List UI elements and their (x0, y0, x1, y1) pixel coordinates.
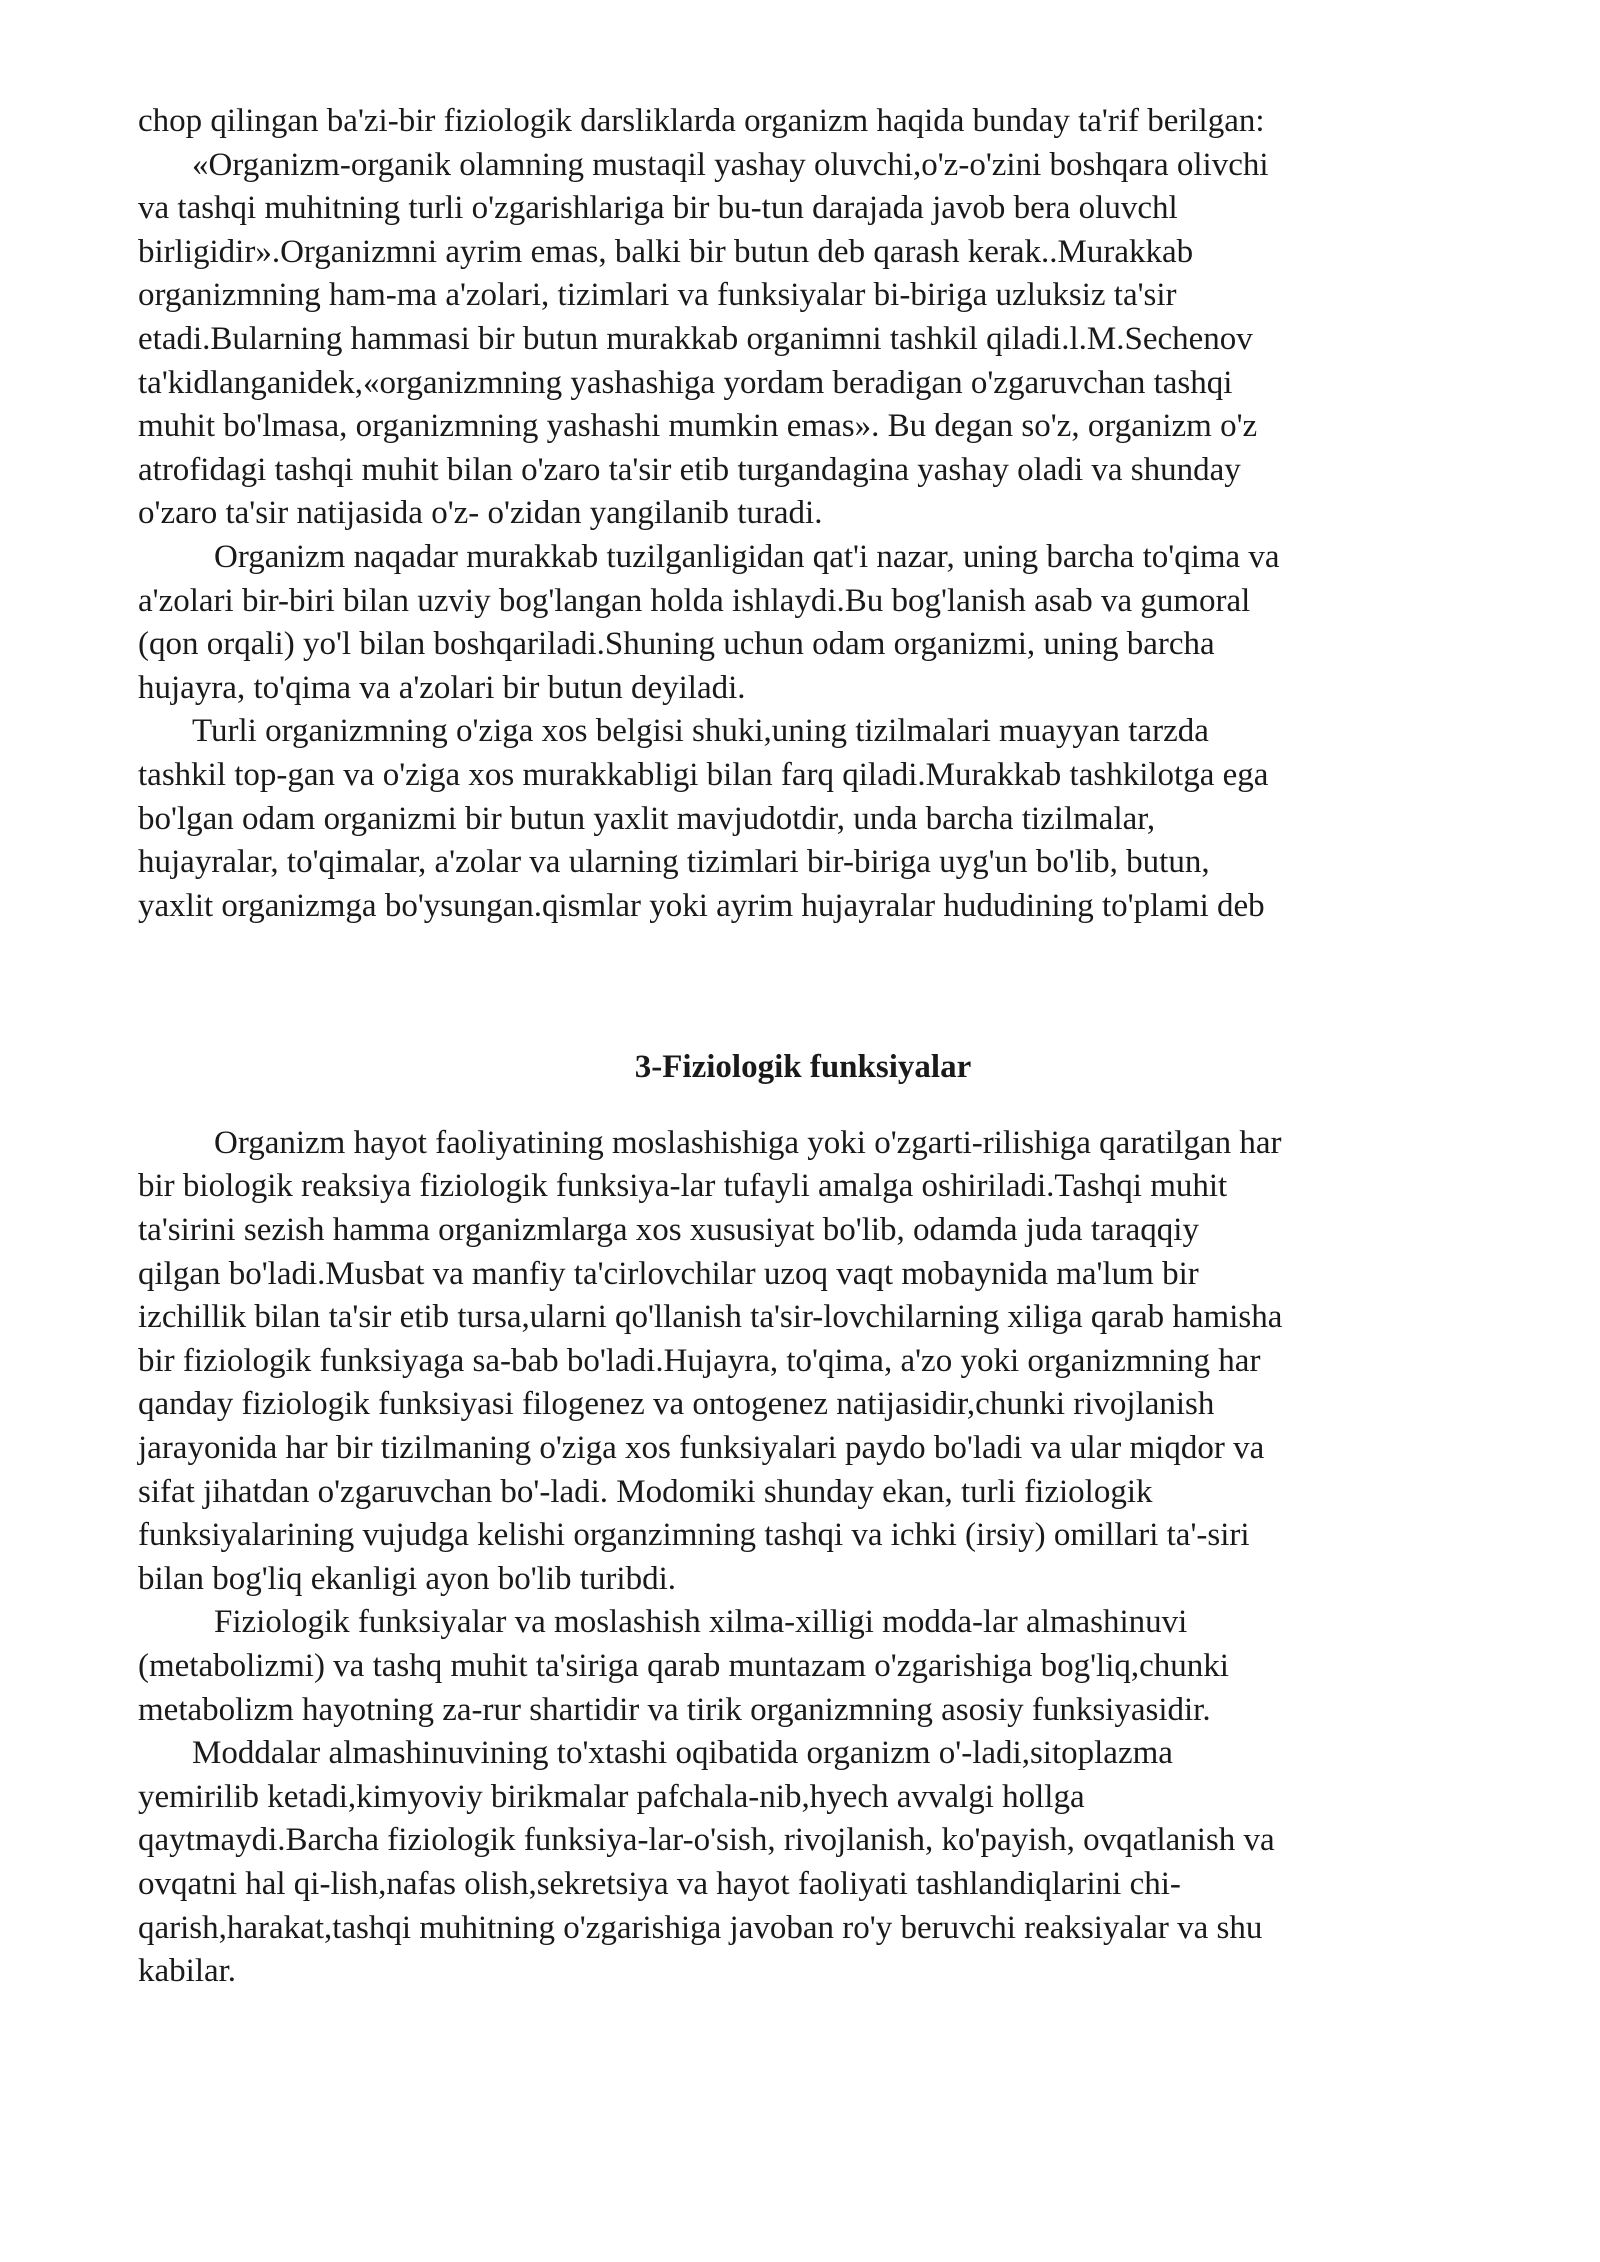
text-line: yaxlit organizmga bo'ysungan.qismlar yoki ayrim hujayralar hududining to'plami deb (138, 887, 1265, 924)
text-line: qaytmaydi.Barcha fiziologik funksiya-lar-o'sish, rivojlanish, ko'payish, ovqatlanish va (138, 1822, 1275, 1859)
text-line: hujayralar, to'qimalar, a'zolar va ularning tizimlari bir-biriga uyg'un bo'lib, butun, (138, 844, 1210, 881)
text-line: bilan bog'liq ekanligi ayon bo'lib turibdi. (138, 1560, 676, 1597)
text-line: Organizm hayot faoliyatining moslashishiga yoki o'zgarti-rilishiga qaratilgan har (214, 1124, 1282, 1161)
text-line: hujayra, to'qima va a'zolari bir butun deyiladi. (138, 669, 746, 706)
text-line: bir biologik reaksiya fiziologik funksiya-lar tufayli amalga oshiriladi.Tashqi muhit (138, 1168, 1228, 1205)
section-intro-text (138, 100, 1468, 928)
text-line: ta'sirini sezish hamma organizmlarga xos xususiyat bo'lib, odamda juda taraqqiy (138, 1212, 1199, 1249)
text-line: bo'lgan odam organizmi bir butun yaxlit mavjudotdir, unda barcha tizilmalar, (138, 800, 1156, 837)
text-line: izchillik bilan ta'sir etib tursa,ularni qo'llanish ta'sir-lovchilarning xiliga qarab hamisha (138, 1299, 1283, 1336)
text-line: tashkil top-gan va o'ziga xos murakkabligi bilan farq qiladi.Murakkab tashkilotga ega (138, 756, 1269, 793)
text-line: qarish,harakat,tashqi muhitning o'zgarishiga javoban ro'y beruvchi reaksiyalar va shu (138, 1909, 1263, 1946)
text-line: metabolizm hayotning za-rur shartidir va tirik organizmning asosiy funksiyasidir. (138, 1691, 1211, 1728)
text-line: qanday fiziologik funksiyasi filogenez va ontogenez natijasidir,chunki rivojlanish (138, 1386, 1215, 1423)
text-line: funksiyalarining vujudga kelishi organzimning tashqi va ichki (irsiy) omillari ta'-siri (138, 1517, 1250, 1554)
text-line: muhit bo'lmasa, organizmning yashashi mumkin emas». Bu degan so'z, organizm o'z (138, 408, 1258, 445)
text-line: ovqatni hal qi-lish,nafas olish,sekretsiya va hayot faoliyati tashlandiqlarini chi- (138, 1865, 1181, 1902)
text-line: organizmning ham-ma a'zolari, tizimlari va funksiyalar bi-biriga uzluksiz ta'sir (138, 277, 1177, 314)
text-line: o'zaro ta'sir natijasida o'z- o'zidan yangilanib turadi. (138, 495, 823, 532)
text-line: Organizm naqadar murakkab tuzilganligidan qat'i nazar, uning barcha to'qima va (214, 538, 1280, 575)
text-line: va tashqi muhitning turli o'zgarishlariga bir bu-tun darajada javob bera oluvchl (138, 190, 1178, 227)
text-line: jarayonida har bir tizilmaning o'ziga xos funksiyalari paydo bo'ladi va ular miqdor va (138, 1430, 1265, 1467)
text-line: sifat jihatdan o'zgaruvchan bo'-ladi. Modomiki shunday ekan, turli fiziologik (138, 1473, 1153, 1510)
text-line: Turli organizmning o'ziga xos belgisi shuki,uning tizilmalari muayyan tarzda (192, 713, 1209, 750)
text-line: qilgan bo'ladi.Musbat va manfiy ta'cirlovchilar uzoq vaqt mobaynida ma'lum bir (138, 1255, 1199, 1292)
text-line: (qon orqali) yo'l bilan boshqariladi.Shuning uchun odam organizmi, uning barcha (138, 626, 1215, 663)
text-line: chop qilingan ba'zi-bir fiziologik darsliklarda organizm haqida bunday ta'rif berilgan: (138, 103, 1265, 139)
text-line: ta'kidlanganidek,«organizmning yashashiga yordam beradigan o'zgaruvchan tashqi (138, 364, 1233, 401)
text-line: atrofidagi tashqi muhit bilan o'zaro ta'sir etib turgandagina yashay oladi va shunday (138, 451, 1241, 488)
text-line: (metabolizmi) va tashq muhit ta'siriga qarab muntazam o'zgarishiga bog'liq,chunki (138, 1648, 1229, 1684)
document-page (138, 100, 1468, 1994)
text-line: kabilar. (138, 1953, 237, 1990)
text-line: «Organizm-organik olamning mustaqil yashay oluvchi,o'z-o'zini boshqara olivchi (192, 146, 1269, 183)
text-line: Fiziologik funksiyalar va moslashish xilma-xilligi modda-lar almashinuvi (214, 1604, 1188, 1641)
section-spacer (138, 928, 1468, 1046)
heading-spacer (138, 1090, 1468, 1122)
section-functions-text (138, 1122, 1468, 1994)
text-line: birligidir».Organizmni ayrim emas, balki bir butun deb qarash kerak..Murakkab (138, 233, 1194, 270)
section-heading: 3-Fiziologik funksiyalar (634, 1049, 972, 1086)
text-line: etadi.Bularning hammasi bir butun murakkab organimni tashkil qiladi.l.M.Sechenov (138, 320, 1253, 357)
text-line: a'zolari bir-biri bilan uzviy bog'langan holda ishlaydi.Bu bog'lanish asab va gumoral (138, 582, 1251, 619)
text-line: bir fiziologik funksiyaga sa-bab bo'ladi.Hujayra, to'qima, a'zo yoki organizmning har (138, 1342, 1261, 1379)
text-line: yemirilib ketadi,kimyoviy birikmalar pafchala-nib,hyech avvalgi hollga (138, 1778, 1085, 1815)
text-line: Moddalar almashinuvining to'xtashi oqibatida organizm o'-ladi,sitoplazma (192, 1735, 1173, 1772)
